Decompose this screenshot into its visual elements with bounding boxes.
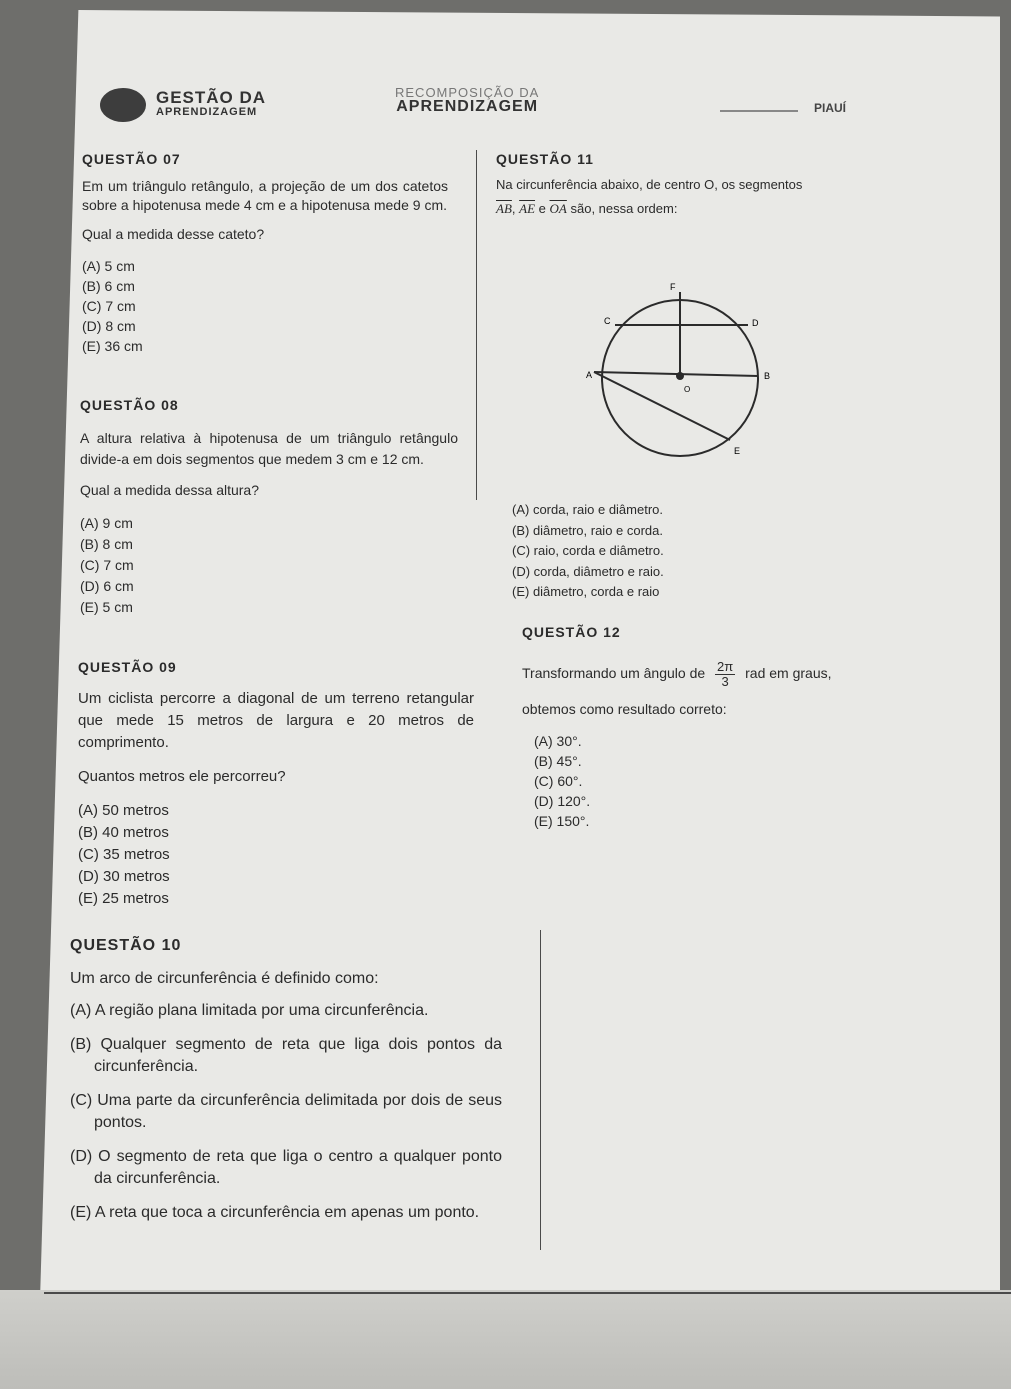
question-08 [80, 395, 458, 618]
question-12-text-after: rad em graus, [745, 665, 832, 682]
option-b: (B) 6 cm [82, 278, 135, 294]
bottom-border [44, 1292, 1011, 1294]
option-d: (D) O segmento de reta que liga o centro a qualquer ponto da circunferência. [70, 1148, 502, 1187]
piaui-logo [720, 101, 860, 118]
recomposicao-logo [395, 86, 539, 114]
column-divider-lower [540, 930, 541, 1250]
option-b: (B) 45°. [534, 753, 582, 769]
question-09-prompt: Quantos metros ele percorreu? [78, 768, 286, 785]
option-e: (E) 25 metros [78, 890, 169, 907]
option-c: (C) Uma parte da circunferência delimitada por dois de seus pontos. [70, 1092, 502, 1131]
option-a: (A) 50 metros [78, 802, 169, 819]
option-d: (D) 30 metros [78, 868, 170, 885]
fraction [715, 660, 735, 689]
option-d: (D) 6 cm [80, 578, 134, 594]
label-o: O [684, 385, 691, 394]
question-11 [496, 150, 840, 218]
label-d: D [752, 318, 759, 328]
option-d: (D) 120°. [534, 793, 591, 809]
question-08-title: QUESTÃO 08 [80, 397, 179, 413]
question-11-text: Na circunferência abaixo, de centro O, os segmentos [496, 177, 803, 192]
segment-oa: $\overline{OA}$ [549, 201, 567, 216]
recomposicao-logo-big: APRENDIZAGEM [396, 98, 539, 115]
option-c: (C) 7 cm [80, 557, 134, 573]
option-e: (E) diâmetro, corda e raio [512, 584, 660, 599]
segment-ae: $\overline{AE}$ [519, 201, 536, 216]
option-e: (E) A reta que toca a circunferência em apenas um ponto. [70, 1204, 480, 1221]
option-e: (E) 36 cm [82, 338, 143, 354]
option-e: (E) 5 cm [80, 599, 133, 615]
diameter-ab [594, 372, 758, 376]
option-c: (C) raio, corda e diâmetro. [512, 543, 664, 558]
option-b: (B) 40 metros [78, 824, 169, 841]
question-10-text: Um arco de circunferência é definido como: [70, 970, 379, 987]
question-07-options [82, 256, 448, 356]
question-08-text: A altura relativa à hipotenusa de um triângulo retângulo divide-a em dois segmentos que medem 3 cm e 12 cm. [80, 430, 458, 467]
option-b: (B) diâmetro, raio e corda. [512, 522, 664, 538]
piaui-logo-bar [720, 110, 798, 112]
option-b: (B) Qualquer segmento de reta que liga dois pontos da circunferência. [70, 1036, 502, 1075]
fraction-denominator: 3 [721, 674, 729, 689]
desk-surface [0, 1290, 1011, 1389]
question-07-title: QUESTÃO 07 [82, 151, 181, 167]
label-f: F [670, 282, 676, 292]
question-08-prompt: Qual a medida dessa altura? [80, 482, 259, 498]
question-11-segments [496, 200, 840, 218]
question-12-options [522, 731, 900, 831]
separator-comma: , [511, 201, 516, 216]
label-a: A [586, 370, 593, 380]
question-09-title: QUESTÃO 09 [78, 659, 177, 675]
option-a: (A) 9 cm [80, 515, 133, 531]
center-point [676, 372, 684, 380]
question-11-title: QUESTÃO 11 [496, 151, 594, 167]
separator-e: e [538, 201, 546, 216]
fraction-numerator: 2π [717, 659, 734, 674]
gestao-logo-subtitle: APRENDIZAGEM [156, 106, 258, 118]
question-10-title: QUESTÃO 10 [70, 937, 182, 954]
option-c: (C) 35 metros [78, 846, 170, 863]
question-10 [70, 936, 502, 1224]
option-a: (A) A região plana limitada por uma circunferência. [70, 1002, 429, 1019]
option-c: (C) 60°. [534, 773, 583, 789]
chord-ae [594, 372, 730, 440]
label-b: B [764, 371, 771, 381]
question-12-title: QUESTÃO 12 [522, 624, 621, 640]
gestao-logo [100, 88, 266, 122]
label-c: C [604, 316, 611, 326]
question-07 [82, 150, 448, 356]
gestao-logo-icon [100, 88, 146, 122]
question-09-options [78, 800, 474, 910]
question-08-options [80, 513, 458, 618]
piaui-logo-text: PIAUÍ [814, 101, 847, 115]
question-11-options [512, 500, 812, 603]
question-09-text: Um ciclista percorre a diagonal de um terreno retangular que mede 15 metros de largura e 20 metros de comprimento. [78, 690, 474, 751]
segment-ab: $\overline{AB}$ [496, 201, 512, 216]
question-07-prompt: Qual a medida desse cateto? [82, 226, 265, 242]
recomposicao-logo-small: RECOMPOSIÇÃO DA [395, 85, 540, 100]
circle-figure [570, 280, 780, 470]
question-12-text-before: Transformando um ângulo de [522, 665, 706, 682]
label-e: E [734, 446, 741, 456]
option-b: (B) 8 cm [80, 536, 133, 552]
option-a: (A) 5 cm [82, 258, 135, 274]
question-07-text: Em um triângulo retângulo, a projeção de um dos catetos sobre a hipotenusa mede 4 cm e a hipotenusa mede 9 cm. [82, 178, 448, 213]
question-11-text-after: são, nessa ordem: [570, 201, 678, 216]
option-a: (A) 30°. [534, 733, 582, 749]
question-12-text [522, 660, 900, 689]
column-divider [476, 150, 477, 500]
option-d: (D) 8 cm [82, 318, 136, 334]
option-a: (A) corda, raio e diâmetro. [512, 502, 664, 517]
page-header [100, 85, 860, 128]
option-e: (E) 150°. [534, 813, 590, 829]
question-12 [522, 622, 900, 831]
question-10-options [70, 1000, 502, 1224]
option-d: (D) corda, diâmetro e raio. [512, 563, 664, 579]
option-c: (C) 7 cm [82, 298, 136, 314]
question-12-text2: obtemos como resultado correto: [522, 701, 727, 717]
gestao-logo-title: GESTÃO DA [156, 88, 267, 107]
question-09 [78, 656, 474, 910]
